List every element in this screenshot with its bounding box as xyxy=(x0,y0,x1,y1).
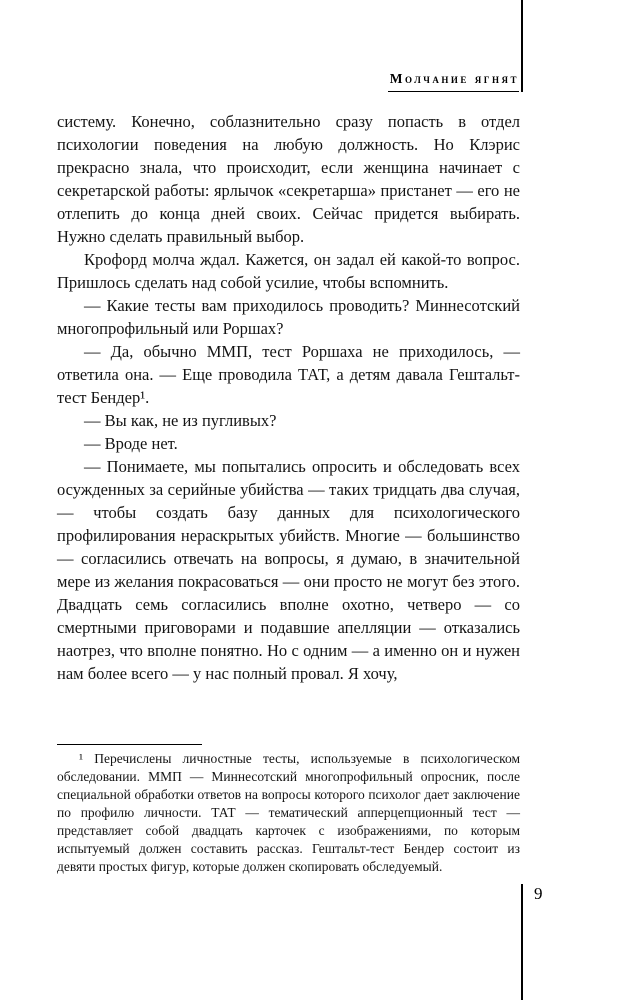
body-paragraph: — Вроде нет. xyxy=(84,434,178,453)
footnote-block xyxy=(57,744,520,876)
body-paragraph: — Вы как, не из пугливых? xyxy=(84,411,277,430)
running-head xyxy=(57,70,519,92)
body-paragraph: систему. Конечно, соблазнительно сразу попасть в отдел психологии поведения на любую должность. Но Клэрис прекрасно знала, что происходит, если женщина начинает с секретарской работы: ярлычок «секретарша» пристанет — его не отлепить до конца дней своих. Сейчас придется выбирать. Нужно сделать правильный выбор. xyxy=(57,112,520,246)
body-paragraph: — Да, обычно ММП, тест Роршаха не приходилось, — ответила она. — Еще проводила ТАТ, а детям давала Гештальт-тест Бендер¹. xyxy=(57,342,520,407)
right-margin-rule-bottom xyxy=(521,884,523,1000)
footnote-text: ¹ Перечислены личностные тесты, используемые в психологическом обследовании. ММП — Миннесотский многопрофильный опросник, после специальной обработки ответов на вопросы которого психолог дает заключение по профилю личности. ТАТ — тематический апперцепционный тест — представляет собой двадцать карточек с изображениями, по которым испытуемый должен составить рассказ. Гештальт-тест Бендер состоит из девяти простых фигур, которые должен скопировать обследуемый. xyxy=(57,751,520,874)
page-number: 9 xyxy=(534,884,543,903)
body-paragraph: Крофорд молча ждал. Кажется, он задал ей какой-то вопрос. Пришлось сделать над собой усилие, чтобы вспомнить. xyxy=(57,250,520,292)
body-paragraph: — Понимаете, мы попытались опросить и обследовать всех осужденных за серийные убийства — таких тридцать два случая, — чтобы создать базу данных для психологического профилирования нераскрытых убийств. Многие — большинство — согласились отвечать на вопросы, я думаю, в значительной мере из желания покрасоваться — они просто не могут без этого. Двадцать семь согласились вполне охотно, четверо — со смертными приговорами и подавшие апелляции — отказались наотрез, что вполне понятно. Но с одним — а именно он и нужен нам более всего — у нас полный провал. Я хочу, xyxy=(57,457,520,683)
footnote-separator-rule xyxy=(57,744,202,745)
running-head-title: Молчание ягнят xyxy=(388,71,519,92)
page-body-text xyxy=(57,110,520,685)
right-margin-rule-top xyxy=(521,0,523,92)
body-paragraph: — Какие тесты вам приходилось проводить? Миннесотский многопрофильный или Роршах? xyxy=(57,296,520,338)
